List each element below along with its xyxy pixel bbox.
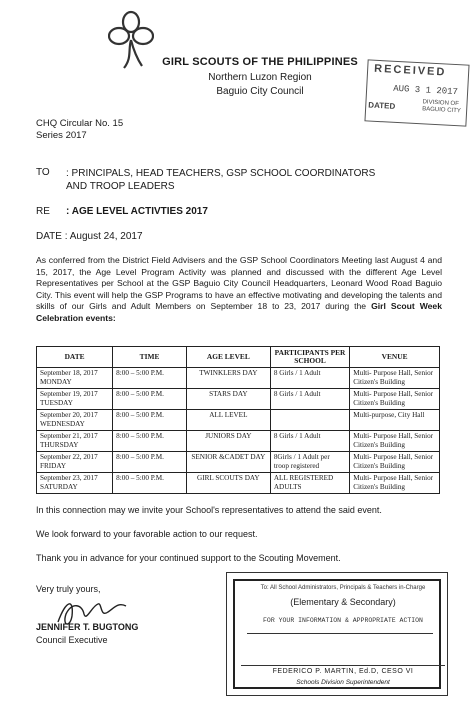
endorsement-stamp [226,572,448,696]
signatory-title: Council Executive [36,635,108,645]
organization-council: Baguio City Council [216,86,304,97]
received-stamp-office: DIVISION OF BAGUIO CITY [421,99,461,115]
endorsement-instruction: FOR YOUR INFORMATION & APPROPRIATE ACTION [263,617,423,624]
cell-venue: Multi- Purpose Hall, Senior Citizen's Building [350,452,440,473]
cell-venue: Multi- Purpose Hall, Senior Citizen's Building [350,368,440,389]
cell-date-text: September 21, 2017 [40,432,98,440]
body-paragraph-text: As conferred from the District Field Advisers and the GSP School Coordinators Meeting last August 4 and 15, 2017, the Age Level Program Activity was planned and discussed with the different Age Level Representatives per School at the GSP Baguio City Council Headquarters, Leonard Wood Road Baguio City. This event will help the GSP Programs to have an effective motivating and developing the talents and skills of our Girls and Adult Members on September 18 to 23, 2017 during the [36,255,442,311]
schedule-header-row [37,347,440,368]
memo-date: DATE : August 24, 2017 [36,231,143,242]
organization-name: GIRL SCOUTS OF THE PHILIPPINES [162,56,358,68]
received-stamp-dated-label: DATED [368,100,396,111]
endorsement-signatory-name: FEDERICO P. MARTIN, Ed.D, CESO VI [241,665,445,675]
to-label: TO [36,167,50,178]
cell-day-text: SATURDAY [40,482,78,491]
received-stamp-title: RECEIVED [373,62,447,79]
cell-date-text: September 22, 2017 [40,453,98,461]
re-subject: : AGE LEVEL ACTIVTIES 2017 [66,206,208,217]
cell-participants: 8Girls / 1 Adult per troop registered [270,452,349,473]
table-row [37,431,440,452]
cell-participants: 8 Girls / 1 Adult [270,389,349,410]
re-label: RE [36,206,50,217]
cell-date [37,431,113,452]
cell-age-level: SENIOR &CADET DAY [186,452,270,473]
cell-date-text: September 19, 2017 [40,390,98,398]
closing-favorable-action: We look forward to your favorable action to our request. [36,529,258,539]
body-paragraph [36,255,442,324]
organization-region: Northern Luzon Region [208,72,312,83]
cell-time: 8:00 – 5:00 P.M. [113,431,187,452]
circular-number: CHQ Circular No. 15 [36,118,124,129]
cell-age-level: JUNIORS DAY [186,431,270,452]
cell-venue: Multi- Purpose Hall, Senior Citizen's Building [350,389,440,410]
received-stamp-date: AUG 3 1 2017 [392,83,459,98]
table-row [37,410,440,431]
cell-participants [270,410,349,431]
header-age-level: AGE LEVEL [186,347,270,368]
cell-participants: ALL REGISTERED ADULTS [270,473,349,494]
trefoil-logo-icon [108,10,154,72]
endorsement-levels: (Elementary & Secondary) [290,597,396,607]
cell-age-level: ALL LEVEL [186,410,270,431]
cell-day-text: THURSDAY [40,440,79,449]
circular-reference [36,118,123,142]
cell-day-text: FRIDAY [40,461,67,470]
cell-time: 8:00 – 5:00 P.M. [113,410,187,431]
cell-venue: Multi- Purpose Hall, Senior Citizen's Building [350,473,440,494]
circular-series: Series 2017 [36,130,87,141]
header-participants: PARTICIPANTS PER SCHOOL [270,347,349,368]
cell-age-level: TWINKLERS DAY [186,368,270,389]
signatory-name: JENNIFER T. BUGTONG [36,622,139,632]
table-row [37,389,440,410]
closing-thanks: Thank you in advance for your continued support to the Scouting Movement. [36,553,341,563]
cell-date-text: September 23, 2017 [40,474,98,482]
closing-invitation: In this connection may we invite your School's representatives to attend the said event. [36,505,382,515]
cell-date-text: September 18, 2017 [40,369,98,377]
cell-date [37,473,113,494]
cell-day-text: WEDNESDAY [40,419,85,428]
table-row [37,368,440,389]
table-row [37,452,440,473]
schedule-table [36,346,440,494]
cell-time: 8:00 – 5:00 P.M. [113,389,187,410]
endorsement-signatory-position: Schools Division Superintendent [296,679,390,686]
cell-time: 8:00 – 5:00 P.M. [113,452,187,473]
cell-venue: Multi- Purpose Hall, Senior Citizen's Building [350,431,440,452]
received-stamp [364,59,469,126]
header-date: DATE [37,347,113,368]
valediction: Very truly yours, [36,584,101,594]
cell-date [37,368,113,389]
cell-participants: 8 Girls / 1 Adult [270,368,349,389]
cell-date [37,410,113,431]
cell-participants: 8 Girls / 1 Adult [270,431,349,452]
cell-age-level: STARS DAY [186,389,270,410]
header-time: TIME [113,347,187,368]
table-row [37,473,440,494]
header-venue: VENUE [350,347,440,368]
cell-date [37,389,113,410]
to-recipients: : PRINCIPALS, HEAD TEACHERS, GSP SCHOOL COORDINATORS AND TROOP LEADERS [66,168,376,192]
cell-venue: Multi-purpose, City Hall [350,410,440,431]
endorsement-recipients: To: All School Administrators, Principals & Teachers in-Charge [260,585,426,591]
cell-age-level: GIRL SCOUTS DAY [186,473,270,494]
cell-day-text: MONDAY [40,377,72,386]
body-paragraph-bold: Girl Scout Week Celebration events: [36,301,442,323]
cell-time: 8:00 – 5:00 P.M. [113,368,187,389]
cell-time: 8:00 – 5:00 P.M. [113,473,187,494]
cell-day-text: TUESDAY [40,398,73,407]
cell-date-text: September 20, 2017 [40,411,98,419]
cell-date [37,452,113,473]
endorsement-blank-line [247,633,433,634]
